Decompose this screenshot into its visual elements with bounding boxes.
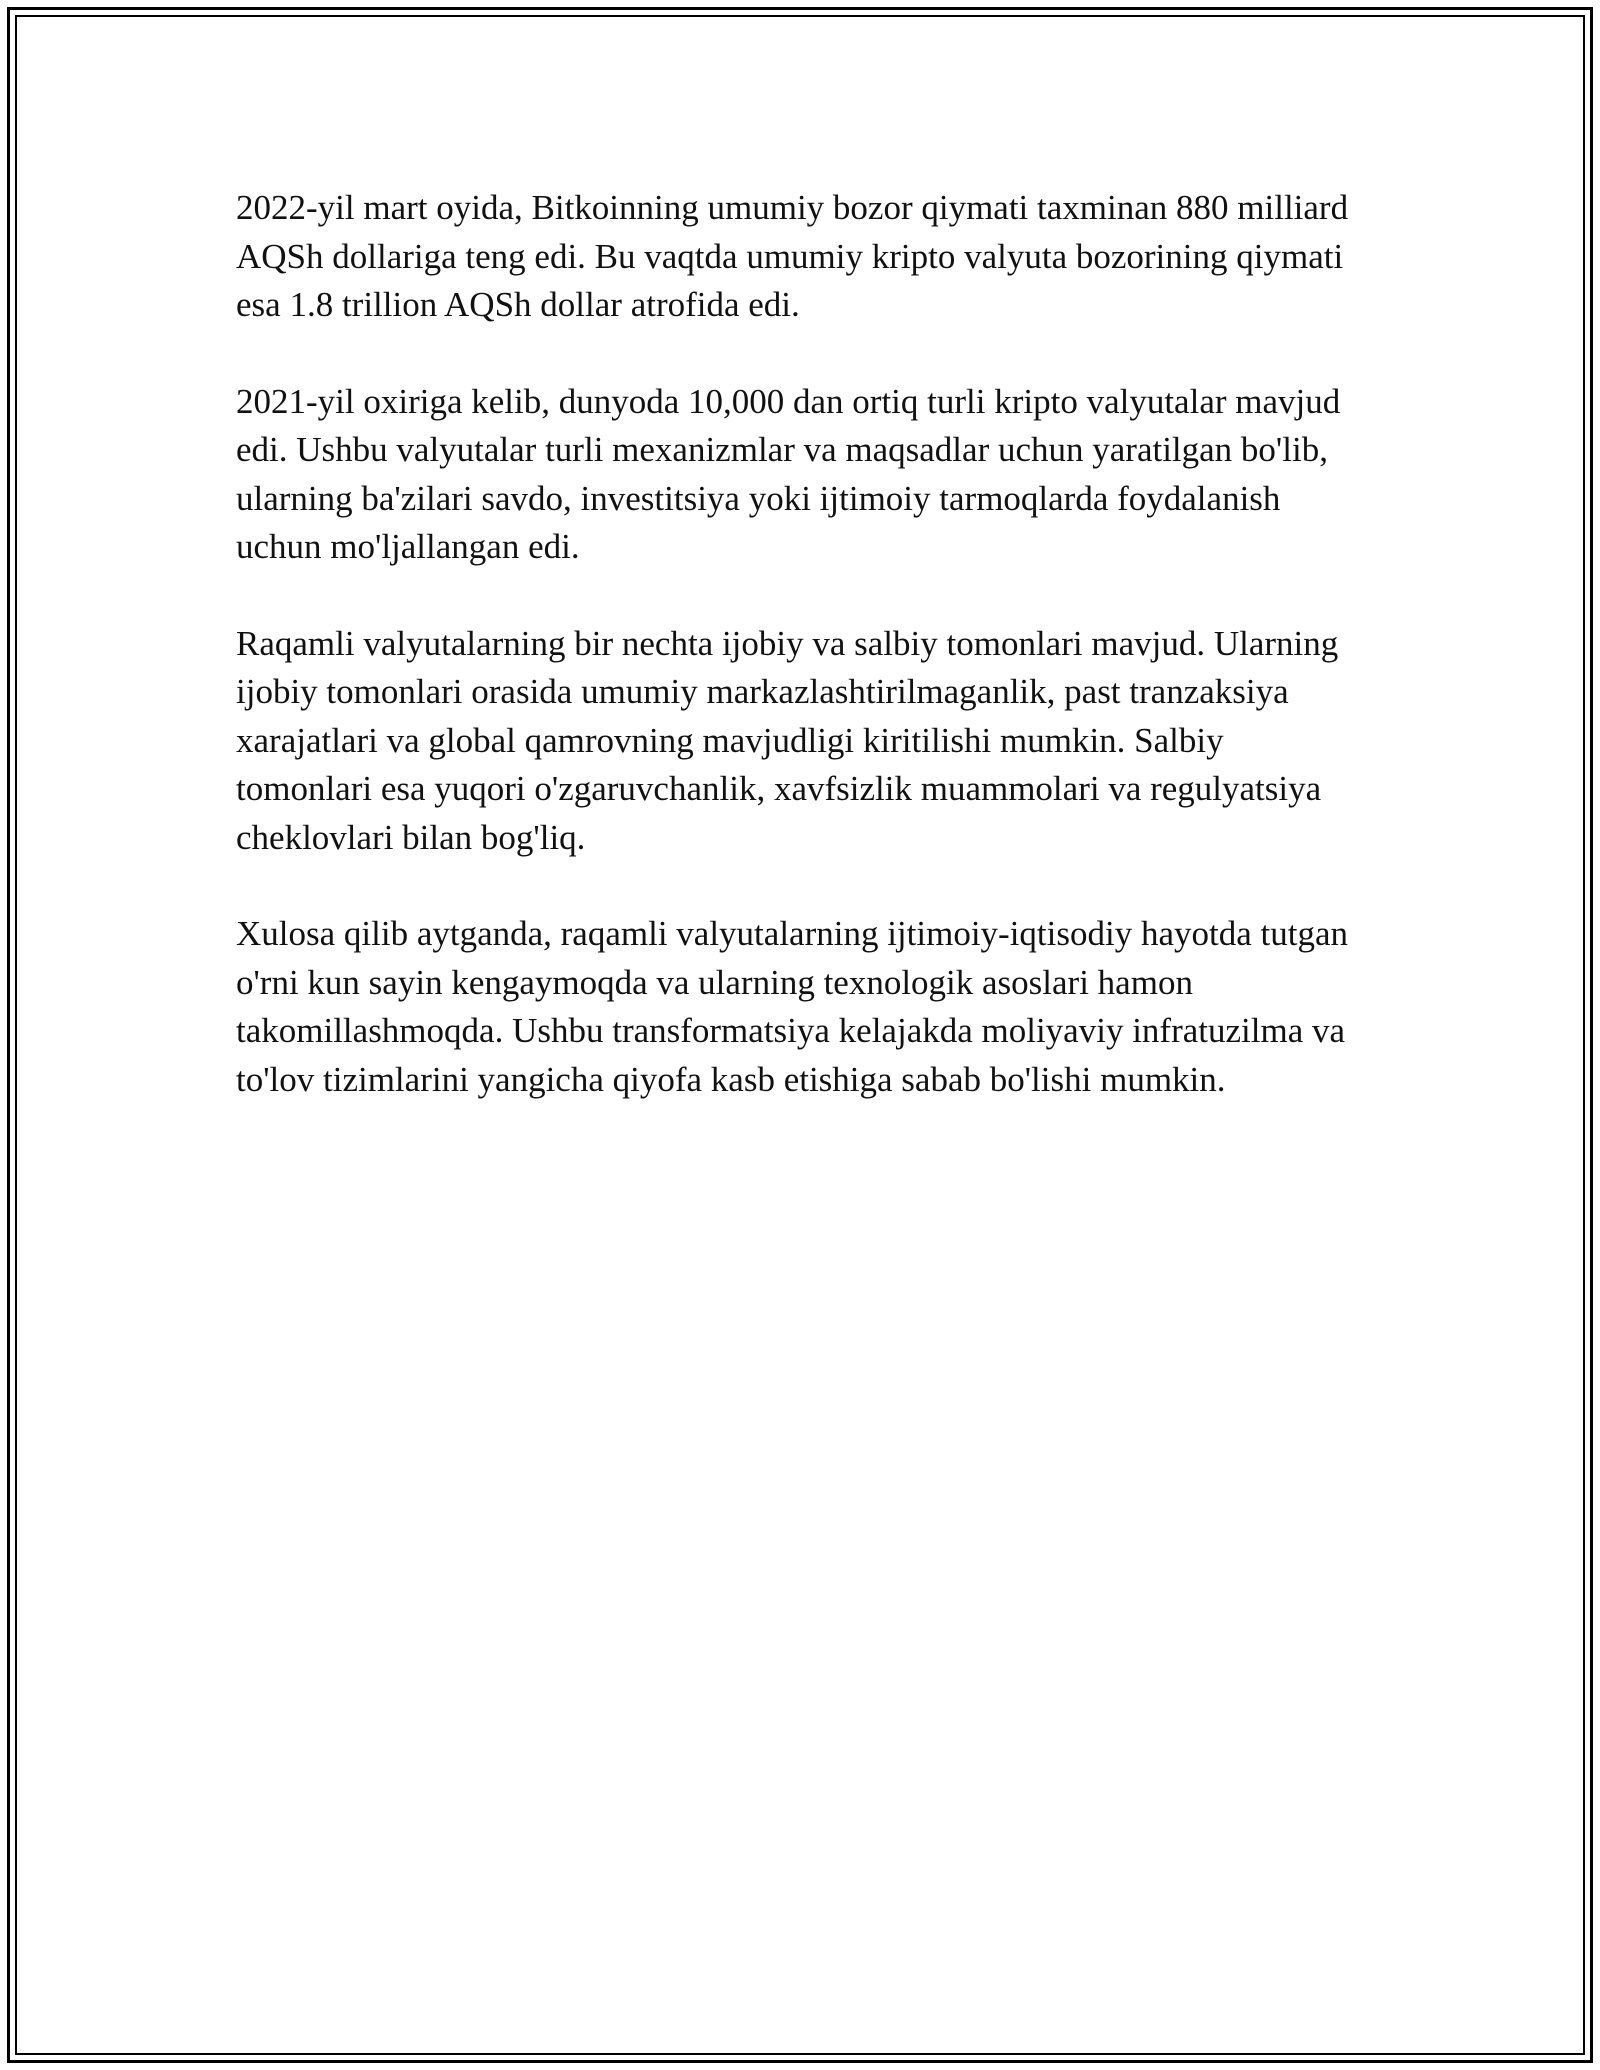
paragraph-pros-and-cons: Raqamli valyutalarning bir nechta ijobiy va salbiy tomonlari mavjud. Ularning ijobiy tomonlari orasida umumiy markazlashtirilmaganlik, past tranzaksiya xarajatlari va global qamrovning mavjudligi kiritilishi mumkin. Salbiy tomonlari esa yuqori o'zgaruvchanlik, xavfsizlik muammolari va regulyatsiya cheklovlari bilan bog'liq. <box>236 623 1339 857</box>
document-body <box>236 184 1356 1152</box>
paragraph-bitcoin-market-cap: 2022-yil mart oyida, Bitkoinning umumiy bozor qiymati taxminan 880 milliard AQSh dollariga teng edi. Bu vaqtda umumiy kripto valyuta bozorining qiymati esa 1.8 trillion AQSh dollar atrofida edi. <box>236 188 1349 324</box>
paragraph-cryptocurrency-count: 2021-yil oxiriga kelib, dunyoda 10,000 dan ortiq turli kripto valyutalar mavjud edi. Ushbu valyutalar turli mexanizmlar va maqsadlar uchun yaratilgan bo'lib, ularning ba'zilari savdo, investitsiya yoki ijtimoiy tarmoqlarda foydalanish uchun mo'ljallangan edi. <box>236 381 1341 566</box>
paragraph-conclusion: Xulosa qilib aytganda, raqamli valyutalarning ijtimoiy-iqtisodiy hayotda tutgan o'rni kun sayin kengaymoqda va ularning texnologik asoslari hamon takomillashmoqda. Ushbu transformatsiya kelajakda moliyaviy infratuzilma va to'lov tizimlarini yangicha qiyofa kasb etishiga sabab bo'lishi mumkin. <box>236 914 1349 1099</box>
